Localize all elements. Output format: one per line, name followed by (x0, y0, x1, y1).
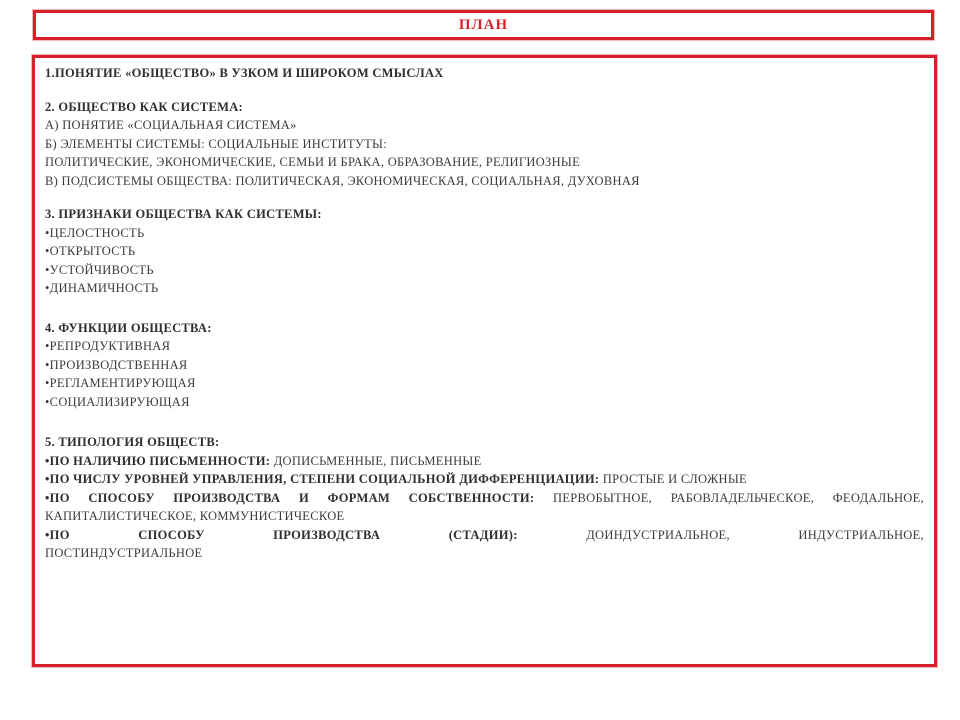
plan-content (45, 64, 924, 563)
section-4-item: •ПРОИЗВОДСТВЕННАЯ (45, 357, 188, 372)
section-4-heading: 4. ФУНКЦИИ ОБЩЕСТВА: (45, 320, 212, 335)
typology-item-production (45, 489, 924, 526)
typology-item-stages-cont: ПОСТИНДУСТРИАЛЬНОЕ (45, 546, 203, 560)
typology-item-management (45, 470, 924, 489)
section-1-heading: 1.ПОНЯТИЕ «ОБЩЕСТВО» В УЗКОМ И ШИРОКОМ СМЫСЛАХ (45, 66, 444, 80)
typology-word: ДОИНДУСТРИАЛЬНОЕ, (586, 527, 730, 542)
section-4-item: •РЕПРОДУКТИВНАЯ (45, 339, 171, 353)
section-5-heading: 5. ТИПОЛОГИЯ ОБЩЕСТВ: (45, 435, 220, 449)
typology-text: ПЕРВОБЫТНОЕ, РАБОВЛАДЕЛЬЧЕСКОЕ, ФЕОДАЛЬНОЕ, КАПИТАЛИСТИЧЕСКОЕ, КОММУНИСТИЧЕСКОЕ (45, 490, 924, 523)
typology-text: ПРОСТЫЕ И СЛОЖНЫЕ (599, 472, 747, 486)
section-2-heading: 2. ОБЩЕСТВО КАК СИСТЕМА: (45, 99, 244, 114)
section-4-item: •РЕГЛАМЕНТИРУЮЩАЯ (45, 376, 196, 390)
typology-word: ИНДУСТРИАЛЬНОЕ, (798, 527, 924, 542)
plan-title: ПЛАН (458, 16, 509, 33)
typology-word: (СТАДИИ): (448, 527, 518, 542)
typology-item-stages (45, 526, 924, 545)
typology-text: ДОПИСЬМЕННЫЕ, ПИСЬМЕННЫЕ (270, 453, 482, 468)
section-4-item: •СОЦИАЛИЗИРУЮЩАЯ (45, 394, 190, 409)
section-3-item: •ОТКРЫТОСТЬ (45, 244, 136, 258)
plan-content-box (32, 55, 937, 667)
typology-word: ПРОИЗВОДСТВА (273, 527, 381, 542)
section-3-item: •ДИНАМИЧНОСТЬ (45, 281, 159, 295)
section-3-item: •ЦЕЛОСТНОСТЬ (45, 225, 145, 240)
typology-label: •ПО ЧИСЛУ УРОВНЕЙ УПРАВЛЕНИЯ, СТЕПЕНИ СОЦИАЛЬНОЙ ДИФФЕРЕНЦИАЦИИ: (45, 472, 600, 486)
typology-label: •ПО СПОСОБУ ПРОИЗВОДСТВА И ФОРМАМ СОБСТВЕННОСТИ: (45, 490, 535, 505)
typology-label: •ПО НАЛИЧИЮ ПИСЬМЕННОСТИ: (45, 453, 271, 468)
typology-word: •ПО (45, 527, 70, 542)
section-2-item-a: А) ПОНЯТИЕ «СОЦИАЛЬНАЯ СИСТЕМА» (45, 118, 297, 132)
plan-title-box (33, 10, 934, 40)
section-3-item: •УСТОЙЧИВОСТЬ (45, 262, 154, 277)
section-2-item-c: В) ПОДСИСТЕМЫ ОБЩЕСТВА: ПОЛИТИЧЕСКАЯ, ЭКОНОМИЧЕСКАЯ, СОЦИАЛЬНАЯ, ДУХОВНАЯ (45, 173, 640, 188)
typology-item-writing (45, 452, 924, 471)
section-2-item-b: Б) ЭЛЕМЕНТЫ СИСТЕМЫ: СОЦИАЛЬНЫЕ ИНСТИТУТЫ: (45, 136, 388, 151)
section-2-item-b-list: ПОЛИТИЧЕСКИЕ, ЭКОНОМИЧЕСКИЕ, СЕМЬИ И БРАКА, ОБРАЗОВАНИЕ, РЕЛИГИОЗНЫЕ (45, 155, 581, 169)
typology-word: СПОСОБУ (138, 527, 205, 542)
section-3-heading: 3. ПРИЗНАКИ ОБЩЕСТВА КАК СИСТЕМЫ: (45, 207, 322, 221)
